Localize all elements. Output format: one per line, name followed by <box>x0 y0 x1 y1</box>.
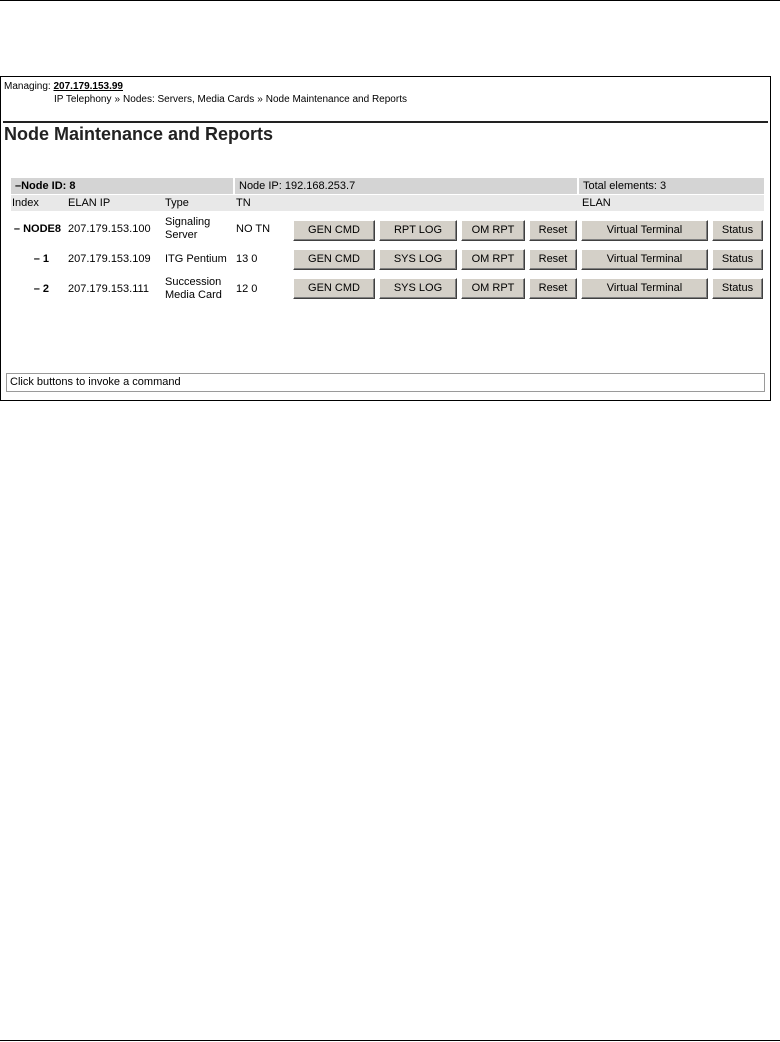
row-type: Signaling Server <box>165 216 211 241</box>
managing-label: Managing: <box>4 81 51 92</box>
total-elements-label: Total elements: 3 <box>583 180 667 192</box>
top-rule <box>0 0 780 1</box>
gen-cmd-button[interactable]: GEN CMD <box>293 278 375 299</box>
breadcrumb-item-current: Node Maintenance and Reports <box>265 94 407 105</box>
page-title: Node Maintenance and Reports <box>4 124 274 144</box>
breadcrumb-item-ip-telephony[interactable]: IP Telephony <box>54 94 112 105</box>
column-header-elan-ip: ELAN IP <box>68 197 111 209</box>
column-header-type: Type <box>165 197 189 209</box>
status-button[interactable]: Status <box>712 220 763 241</box>
status-bar: Click buttons to invoke a command <box>6 373 765 392</box>
om-rpt-button[interactable]: OM RPT <box>461 249 525 270</box>
node-ip-label: Node IP: 192.168.253.7 <box>239 180 356 192</box>
row-elan-ip: 207.179.153.100 <box>68 223 151 235</box>
reset-button[interactable]: Reset <box>529 249 577 270</box>
sys-log-button[interactable]: SYS LOG <box>379 249 457 270</box>
virtual-terminal-button[interactable]: Virtual Terminal <box>581 249 708 270</box>
screenshot-frame <box>0 76 771 401</box>
total-elements-header <box>579 178 764 194</box>
breadcrumb-item-nodes[interactable]: Nodes: Servers, Media Cards <box>123 94 255 105</box>
breadcrumb <box>54 94 407 106</box>
row-tn: 12 0 <box>236 283 258 295</box>
row-type: Succession Media Card <box>165 276 222 301</box>
column-header-tn: TN <box>236 197 251 209</box>
row-elan-ip: 207.179.153.109 <box>68 253 151 265</box>
virtual-terminal-button[interactable]: Virtual Terminal <box>581 278 708 299</box>
status-button[interactable]: Status <box>712 278 763 299</box>
column-header-row <box>11 195 764 211</box>
row-elan-ip: 207.179.153.111 <box>68 283 149 295</box>
row-type: ITG Pentium <box>165 253 227 265</box>
rpt-log-button[interactable]: RPT LOG <box>379 220 457 241</box>
node-id-label: –Node ID: 8 <box>15 180 76 192</box>
managing-line <box>4 81 123 93</box>
managing-ip-link[interactable]: 207.179.153.99 <box>53 81 123 92</box>
header-divider <box>3 121 768 123</box>
row-index[interactable]: – 1 <box>33 253 49 265</box>
column-header-index: Index <box>12 197 39 209</box>
row-index[interactable]: – NODE8 <box>13 223 61 235</box>
virtual-terminal-button[interactable]: Virtual Terminal <box>581 220 708 241</box>
row-tn: 13 0 <box>236 253 258 265</box>
node-id-header[interactable] <box>11 178 233 194</box>
bottom-rule <box>0 1040 780 1041</box>
breadcrumb-separator: » <box>257 94 263 105</box>
om-rpt-button[interactable]: OM RPT <box>461 278 525 299</box>
gen-cmd-button[interactable]: GEN CMD <box>293 220 375 241</box>
status-button[interactable]: Status <box>712 249 763 270</box>
om-rpt-button[interactable]: OM RPT <box>461 220 525 241</box>
node-ip-header <box>235 178 577 194</box>
row-tn: NO TN <box>236 223 271 235</box>
reset-button[interactable]: Reset <box>529 220 577 241</box>
sys-log-button[interactable]: SYS LOG <box>379 278 457 299</box>
breadcrumb-separator: » <box>114 94 121 105</box>
column-header-elan: ELAN <box>582 197 611 209</box>
gen-cmd-button[interactable]: GEN CMD <box>293 249 375 270</box>
reset-button[interactable]: Reset <box>529 278 577 299</box>
row-index[interactable]: – 2 <box>33 283 49 295</box>
